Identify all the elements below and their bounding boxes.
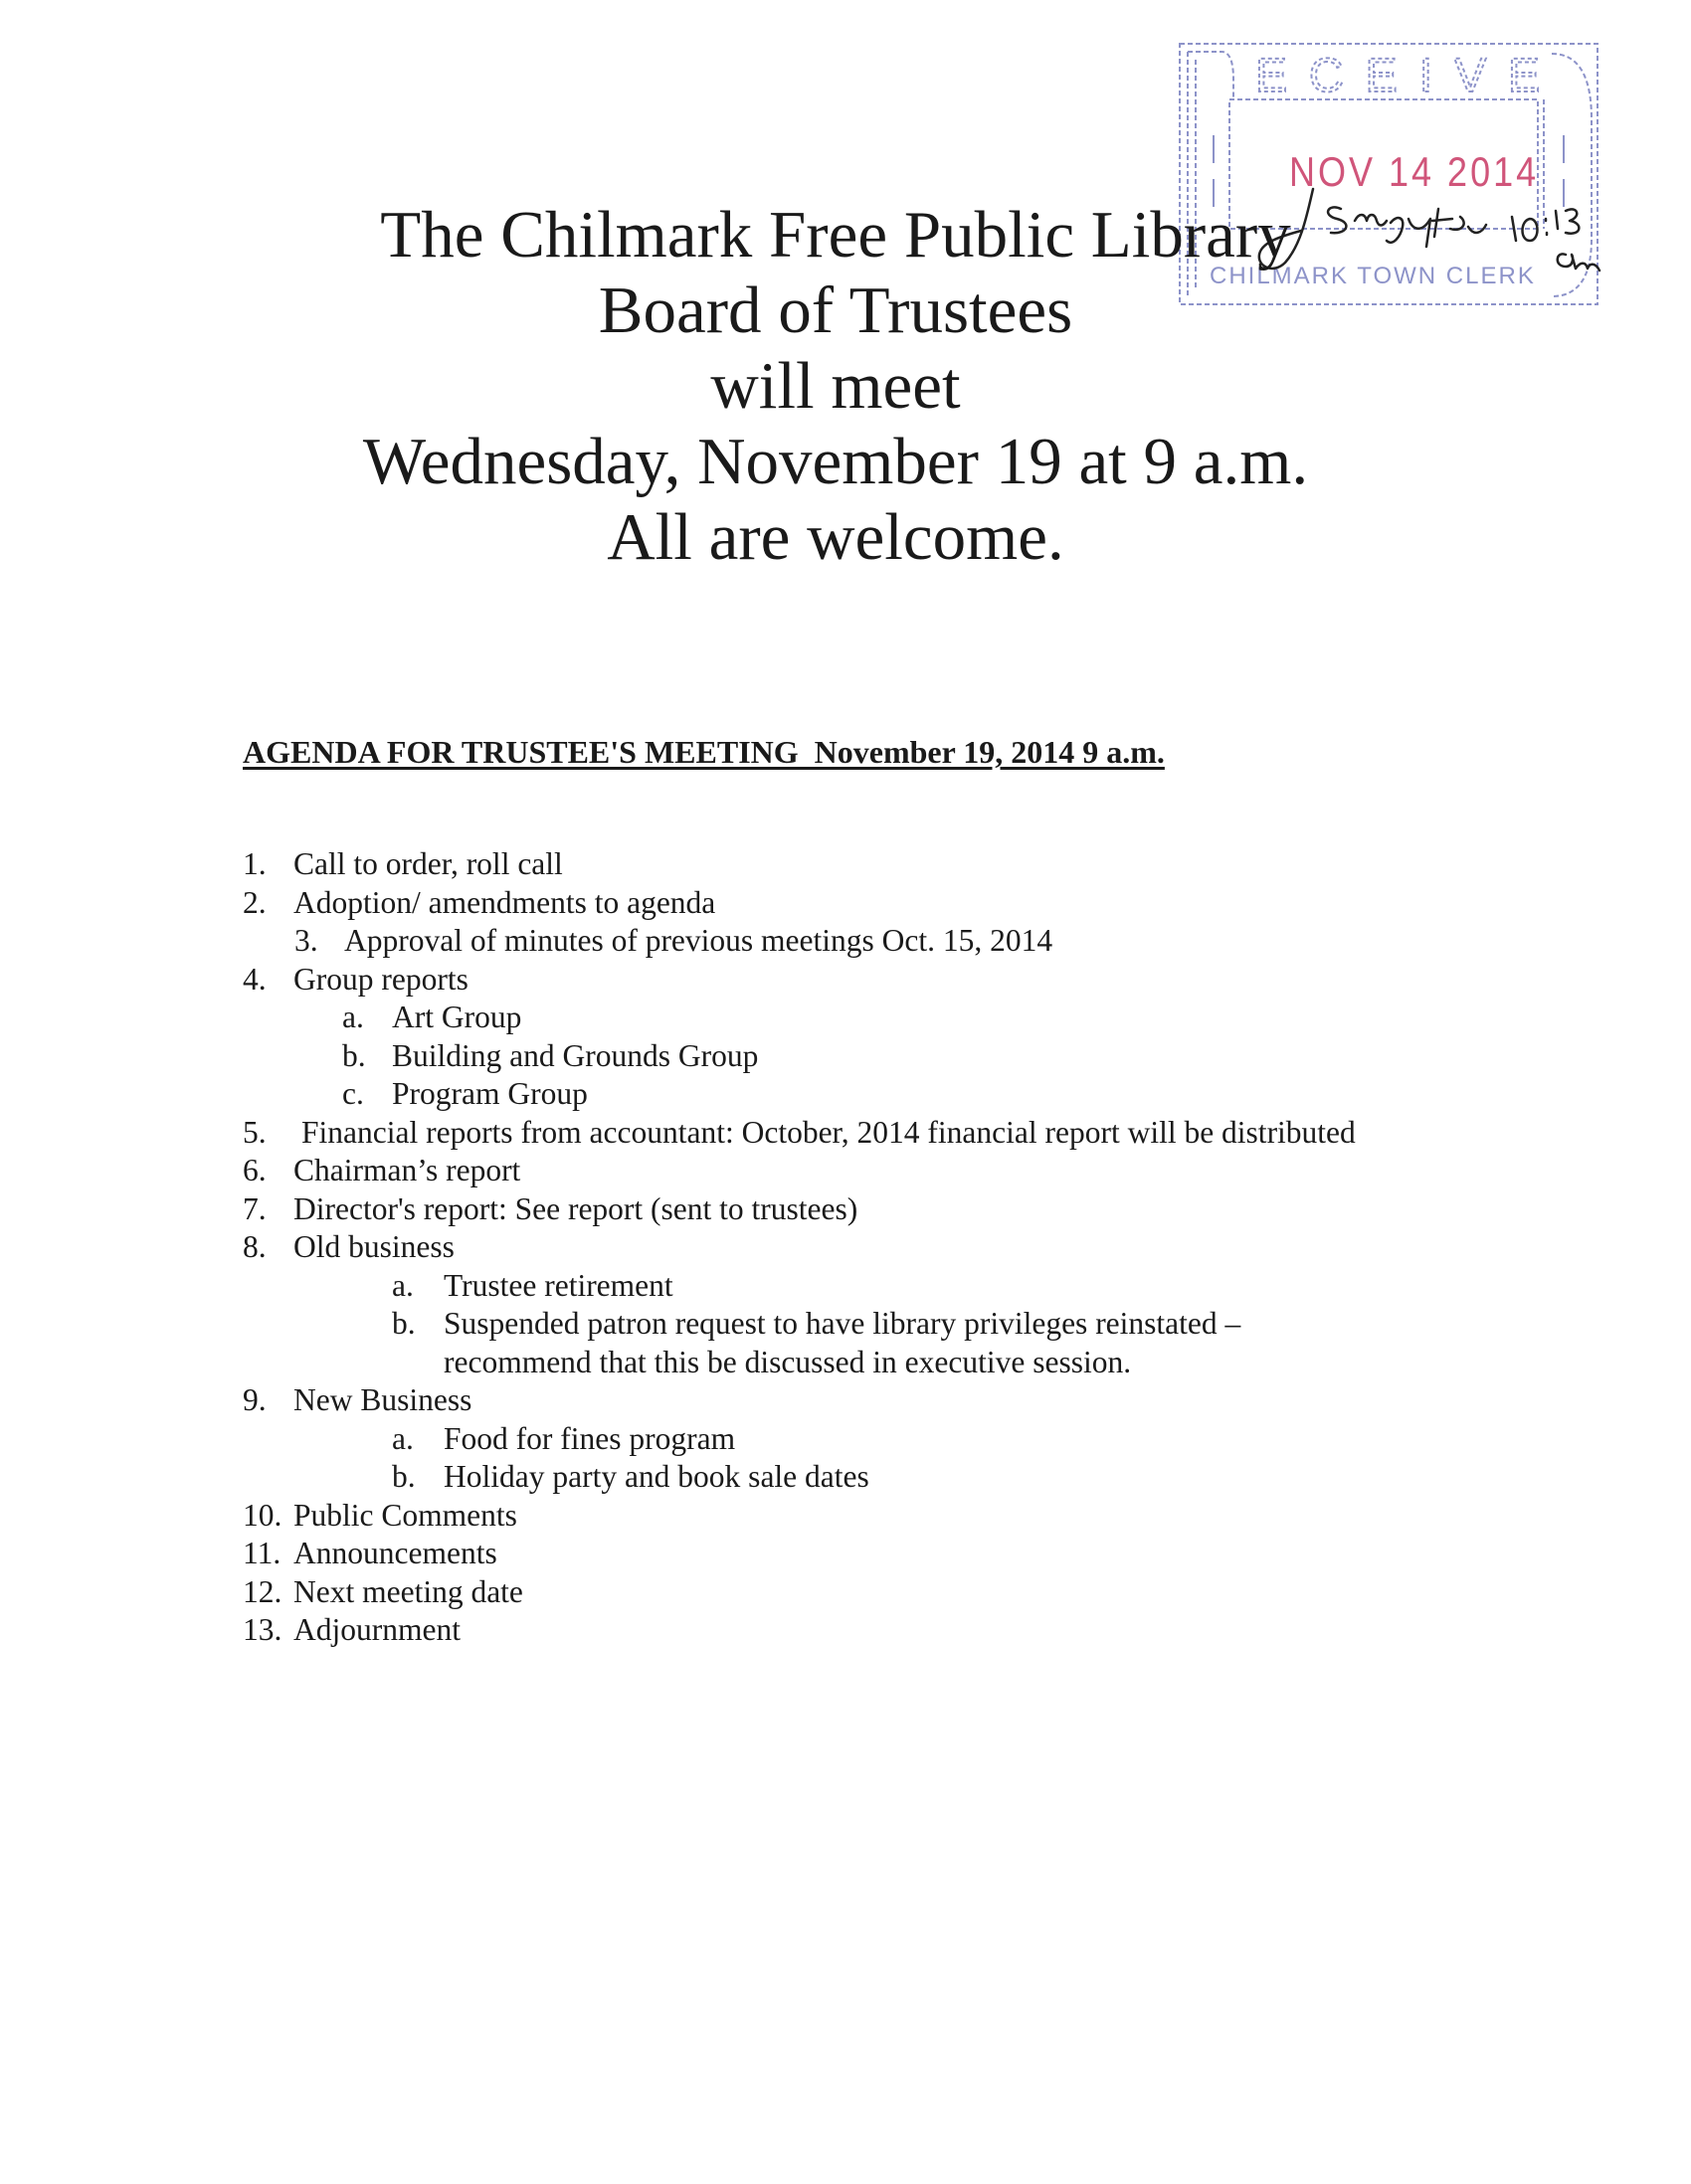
item-number: 9. [243, 1382, 267, 1417]
will-meet: will meet [710, 349, 961, 423]
item-text: Chairman’s report [293, 1153, 521, 1187]
item-text: Approval of minutes of previous meetings Oct. 15, 2014 [344, 923, 1053, 958]
item-number: 3. [294, 923, 318, 958]
stamp-clerk: CHILMARK TOWN CLERK [1210, 263, 1536, 289]
item-number: 1. [243, 846, 267, 881]
item-text: Program Group [392, 1076, 588, 1111]
item-letter: a. [342, 1000, 364, 1034]
item-letter: b. [342, 1037, 366, 1073]
item-text: New Business [293, 1382, 472, 1417]
item-letter: c. [342, 1076, 364, 1111]
item-number: 5. [243, 1114, 267, 1150]
item-text: Suspended patron request to have library privileges reinstated – [444, 1306, 1241, 1341]
item-number: 4. [243, 961, 267, 997]
item-text: Financial reports from accountant: October, 2014 financial report will be distributed [301, 1114, 1356, 1150]
item-letter: b. [392, 1306, 416, 1341]
item-number: 11. [243, 1536, 282, 1570]
item-text: Holiday party and book sale dates [444, 1459, 869, 1494]
item-text: Old business [293, 1229, 455, 1264]
item-text: Building and Grounds Group [392, 1037, 759, 1073]
item-letter: a. [392, 1420, 414, 1456]
item-text: Director's report: See report (sent to trustees) [293, 1190, 858, 1226]
item-letter: a. [392, 1267, 414, 1303]
svg-text:ECEIVE: ECEIVE [1255, 50, 1563, 102]
item-text: recommend that this be discussed in executive session. [444, 1344, 1132, 1379]
board-name: Board of Trustees [598, 273, 1073, 347]
item-text: Announcements [293, 1536, 497, 1570]
item-number: 12. [243, 1573, 282, 1609]
item-text: Call to order, roll call [293, 846, 563, 881]
item-text: Food for fines program [444, 1420, 736, 1456]
meeting-datetime: Wednesday, November 19 at 9 a.m. [362, 425, 1309, 498]
item-number: 6. [243, 1153, 267, 1187]
stamp-date: NOV 14 2014 [1289, 147, 1540, 195]
item-letter: b. [392, 1459, 416, 1494]
meeting-announcement [239, 197, 1432, 575]
item-text: Group reports [293, 961, 469, 997]
item-number: 7. [243, 1190, 267, 1226]
item-number: 2. [243, 884, 267, 920]
item-text: Public Comments [293, 1497, 517, 1533]
agenda-title: AGENDA FOR TRUSTEE'S MEETING November 19, 2014 9 a.m. [243, 734, 1165, 770]
library-name: The Chilmark Free Public Library [380, 198, 1291, 272]
item-number: 8. [243, 1229, 267, 1264]
item-text: Art Group [392, 1000, 522, 1034]
welcome-line: All are welcome. [607, 500, 1064, 574]
item-text: Next meeting date [293, 1573, 523, 1609]
item-text: Adjournment [293, 1612, 461, 1647]
item-number: 10. [243, 1497, 282, 1533]
item-text: Trustee retirement [444, 1267, 673, 1303]
item-text: Adoption/ amendments to agenda [293, 884, 716, 920]
item-number: 13. [243, 1612, 282, 1647]
